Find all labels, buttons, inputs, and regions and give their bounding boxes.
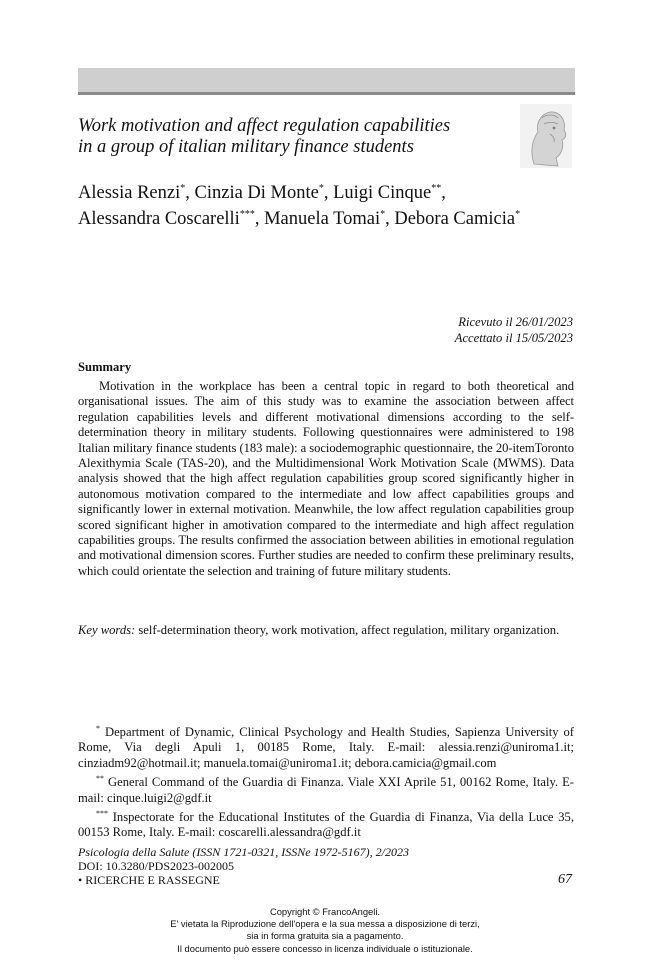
summary-heading: Summary (78, 360, 132, 374)
keywords-label: Key words: (78, 623, 136, 637)
author-name: Manuela Tomai (264, 209, 381, 229)
abstract-text: Motivation in the workplace has been a central topic in regard to both theoretical and organisational issues. The aim of this study was to examine the association between affect regulation capabilities levels and different motivational dimensions according to the self-determination theory in military students. Following questionnaires were administered to 198 Italian military finance students (183 male): a sociodemographic questionnaire, the 20-itemToronto Alexithymia Scale (TAS-20), and the Multidimensional Work Motivation Scale (MWMS). Data analysis showed that the high affect regulation capabilities group scored significantly higher in autonomous motivation compared to the intermediate and low affect capabilities groups and significantly lower in external motivation. Meanwhile, the low affect regulation capabilities group scored significant higher in amotivation compared to the intermediate and high affect regulation capabilities groups. The results confirmed the association between abilities in emotional regulation and motivational dimension scores. Further studies are needed to confirm these preliminary results, which could orientate the selection and training of future military students. (78, 379, 574, 578)
author-mark: * (180, 183, 186, 194)
keywords (78, 623, 574, 638)
footnote (78, 721, 574, 771)
author-separator: , (254, 209, 265, 229)
accepted-date: Accettato il 15/05/2023 (454, 331, 573, 345)
footnote-mark: * (96, 724, 100, 733)
affiliation-footnotes (78, 721, 574, 841)
journal-section: • RICERCHE E RASSEGNE (78, 873, 220, 887)
footnote (78, 806, 574, 841)
copyright-line-3: sia in forma gratuita sia a pagamento. (246, 930, 404, 942)
journal-logo-icon (520, 104, 572, 168)
copyright-line-1: Copyright © FrancoAngeli. (269, 906, 381, 917)
author-separator: , (185, 183, 195, 203)
header-bar (78, 68, 575, 95)
author-separator: , (323, 183, 334, 203)
author-name: Luigi Cinque (333, 183, 432, 203)
footnote-text: General Command of the Guardia di Finanza. Viale XXI Aprile 51, 00162 Rome, Italy. E-mail: cinque.luigi2@gdf.it (78, 775, 574, 805)
submission-dates (455, 314, 573, 346)
footnote-text: Inspectorate for the Educational Institutes of the Guardia di Finanza, Via della Luce 35, 00153 Rome, Italy. E-mail: coscarelli.alessandra@gdf.it (78, 810, 574, 840)
keywords-text: self-determination theory, work motivation, affect regulation, military organization. (138, 623, 560, 637)
author-mark: * (318, 183, 324, 194)
footnote-mark: *** (96, 809, 108, 819)
journal-info (78, 845, 574, 887)
footnote-mark: ** (96, 774, 104, 784)
copyright-line-4: Il documento può essere concesso in licenza individuale o istituzionale. (177, 942, 473, 954)
title-line-2: in a group of italian military finance students (78, 137, 414, 157)
copyright-line-2: E' vietata la Riproduzione dell'opera e la sua messa a disposizione di terzi, (170, 918, 480, 930)
author-mark: * (380, 209, 386, 220)
author-name: Cinzia Di Monte (194, 183, 319, 203)
journal-citation: Psicologia della Salute (ISSN 1721-0321, ISSNe 1972-5167), 2/2023 (78, 845, 409, 859)
author-name: Alessia Renzi (78, 183, 181, 203)
page-number: 67 (558, 872, 572, 887)
author-separator: , (441, 183, 446, 203)
author-separator: , (385, 209, 395, 229)
author-mark: ** (431, 183, 442, 194)
author-mark: * (515, 209, 521, 220)
footnote-text: Department of Dynamic, Clinical Psychology and Health Studies, Sapienza University of Rome, Via degli Apuli 1, 00185 Rome, Italy. E-mail: alessia.renzi@uniroma1.it; cinziadm92@hotmail.it; manuela.tomai@uniroma1.it; debora.camicia@gmail.com (78, 725, 574, 770)
footnote (78, 771, 574, 806)
journal-doi: DOI: 10.3280/PDS2023-002005 (78, 859, 235, 873)
author-list (78, 178, 578, 230)
author-mark: *** (239, 209, 255, 220)
author-name: Debora Camicia (394, 209, 516, 229)
author-name: Alessandra Coscarelli (78, 209, 240, 229)
received-date: Ricevuto il 26/01/2023 (458, 315, 573, 329)
copyright-notice (0, 906, 650, 955)
article-title (78, 116, 508, 158)
title-line-1: Work motivation and affect regulation capabilities (78, 116, 451, 136)
